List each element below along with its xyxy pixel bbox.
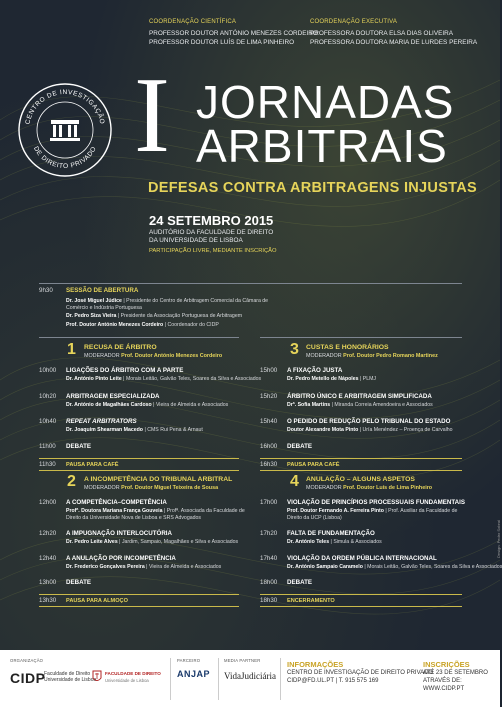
divider xyxy=(260,594,462,595)
opening-speaker-3: Prof. Doutor António Menezes Cordeiro | Coordenador do CIDP xyxy=(66,322,219,328)
registration-deadline: ATÉ 23 DE SETEMBRO xyxy=(423,670,488,676)
divider xyxy=(260,458,462,459)
seal-text-bottom: DE DIREITO PRIVADO xyxy=(32,145,98,171)
divider xyxy=(39,337,239,338)
p1-item-4-time: 11h00 xyxy=(39,443,56,450)
footer-separator xyxy=(218,658,219,700)
university-crest-icon xyxy=(92,670,102,684)
p1-item-1-time: 10h00 xyxy=(39,367,57,374)
registration-heading: INSCRIÇÕES xyxy=(423,660,470,669)
divider xyxy=(39,283,462,284)
panel-2-number: 2 xyxy=(67,473,76,490)
p3-item-3-speaker: Doutor Alexandre Mota Pinto | Uría Menéndez – Proença de Carvalho xyxy=(287,427,453,433)
panel-4-number: 4 xyxy=(290,473,299,490)
p3-item-4-time: 16h00 xyxy=(260,443,278,450)
opening-speaker-1: Dr. José Miguel Júdice | Presidente do Centro de Arbitragem Comercial da Câmara de xyxy=(66,298,269,304)
seal-text-top: CENTRO DE INVESTIGAÇÃO xyxy=(24,89,106,126)
coord-executiva-label: COORDENAÇÃO EXECUTIVA xyxy=(310,19,398,25)
panel-4-title: ANULAÇÃO – ALGUNS ASPETOS xyxy=(306,476,415,483)
p1-item-1-title: LIGAÇÕES DO ÁRBITRO COM A PARTE xyxy=(66,367,184,374)
footer xyxy=(0,650,500,707)
p3-item-1-speaker: Dr. Pedro Metello de Nápoles | PLMJ xyxy=(287,376,377,382)
coord-executiva-name-1: PROFESSORA DOUTORA ELSA DIAS OLIVEIRA xyxy=(310,30,454,37)
cidp-seal-logo xyxy=(17,82,113,178)
coord-cientifica-name-1: PROFESSOR DOUTOR ANTÓNIO MENEZES CORDEIRO xyxy=(149,30,318,37)
title-line-1: JORNADAS xyxy=(196,76,455,128)
edition-numeral: I xyxy=(134,56,170,175)
fdul-logo xyxy=(92,670,102,689)
p3-item-4-title: DEBATE xyxy=(287,443,312,450)
p2-item-4-title: DEBATE xyxy=(66,579,91,586)
info-heading: INFORMAÇÕES xyxy=(287,660,344,669)
coord-cientifica-name-2: PROFESSOR DOUTOR LUÍS DE LIMA PINHEIRO xyxy=(149,39,295,46)
p4-item-2-time: 17h20 xyxy=(260,530,278,537)
divider xyxy=(260,606,462,607)
venue-line-1: AUDITÓRIO DA FACULDADE DE DIREITO xyxy=(149,229,274,236)
p3-item-3-time: 15h40 xyxy=(260,418,278,425)
p2-item-1-speaker: Profª. Doutora Mariana França Gouveia | Profª. Associada da Faculdade de Direito da Universidade Nova de Lisboa e SRS Advogados xyxy=(66,508,245,521)
p4-item-2-title: FALTA DE FUNDAMENTAÇÃO xyxy=(287,530,375,537)
p1-item-2-time: 10h20 xyxy=(39,393,57,400)
p4-item-4-time: 18h00 xyxy=(260,579,278,586)
p3-item-1-time: 15h00 xyxy=(260,367,278,374)
panel-1-number: 1 xyxy=(67,341,76,358)
divider xyxy=(260,470,462,471)
p1-item-2-title: ARBITRAGEM ESPECIALIZADA xyxy=(66,393,160,400)
p2-item-3-time: 12h40 xyxy=(39,555,57,562)
p4-item-5-title: ENCERRAMENTO xyxy=(287,598,335,604)
design-credit: Design: Pedro Sobral xyxy=(496,520,501,559)
p1-item-3-time: 10h40 xyxy=(39,418,57,425)
opening-title: SESSÃO DE ABERTURA xyxy=(66,287,139,294)
footer-separator xyxy=(280,658,281,700)
p2-item-1-title: A COMPETÊNCIA–COMPETÊNCIA xyxy=(66,499,167,506)
partner-label: PARCEIRO xyxy=(177,658,201,663)
p4-item-4-title: DEBATE xyxy=(287,579,312,586)
info-contact[interactable]: CIDP@FD.UL.PT | T. 915 575 169 xyxy=(287,678,379,684)
coord-executiva-name-2: PROFESSORA DOUTORA MARIA DE LURDES PEREIRA xyxy=(310,39,478,46)
p3-item-1-title: A FIXAÇÃO JUSTA xyxy=(287,367,343,374)
p4-item-3-time: 17h40 xyxy=(260,555,278,562)
p1-item-4-title: DEBATE xyxy=(66,443,91,450)
cidp-logo: CIDP xyxy=(10,670,46,686)
info-line-1: CENTRO DE INVESTIGAÇÃO DE DIREITO PRIVADO xyxy=(287,670,434,676)
p2-item-4-time: 13h00 xyxy=(39,579,57,586)
organization-label: ORGANIZAÇÃO xyxy=(10,658,44,663)
event-date: 24 SETEMBRO 2015 xyxy=(149,213,274,228)
divider xyxy=(39,458,239,459)
p4-item-1-title: VIOLAÇÃO DE PRINCÍPIOS PROCESSUAIS FUNDAMENTAIS xyxy=(287,499,465,506)
p1-item-1-speaker: Dr. António Pinto Leite | Morais Leitão, Galvão Teles, Soares da Silva e Associados xyxy=(66,376,262,382)
p3-item-2-speaker: Drª. Sofia Martins | Miranda Correia Amendoeira e Associados xyxy=(287,402,433,408)
p4-item-5-time: 18h30 xyxy=(260,597,278,604)
partner-logo: ANJAP xyxy=(177,669,211,679)
media-partner-logo: VidaJudiciária xyxy=(224,671,276,681)
cidp-subtitle: Faculdade de Direito Universidade de Lisboa xyxy=(44,671,97,684)
divider xyxy=(39,606,239,607)
participation-note: PARTICIPAÇÃO LIVRE, MEDIANTE INSCRIÇÃO xyxy=(149,248,277,254)
p3-item-5-title: PAUSA PARA CAFÉ xyxy=(287,462,340,468)
p2-item-5-title: PAUSA PARA ALMOÇO xyxy=(66,598,128,604)
p1-item-5-time: 11h30 xyxy=(39,461,56,468)
coord-cientifica-label: COORDENAÇÃO CIENTÍFICA xyxy=(149,19,237,25)
p1-item-2-speaker: Dr. António de Magalhães Cardoso | Vieira de Almeida e Associados xyxy=(66,402,229,408)
p2-item-3-title: A ANULAÇÃO POR INCOMPETÊNCIA xyxy=(66,555,176,562)
p3-item-5-time: 16h30 xyxy=(260,461,278,468)
p2-item-2-title: A IMPUGNAÇÃO INTERLOCUTÓRIA xyxy=(66,530,172,537)
p4-item-1-speaker: Prof. Doutor Fernando A. Ferreira Pinto | Prof. Auxiliar da Faculdade de Direito da UCP (Lisboa) xyxy=(287,508,458,521)
p4-item-1-time: 17h00 xyxy=(260,499,278,506)
p2-item-3-speaker: Dr. Frederico Gonçalves Pereira | Vieira de Almeida e Associados xyxy=(66,564,222,570)
subtitle: DEFESAS CONTRA ARBITRAGENS INJUSTAS xyxy=(148,180,477,196)
venue-line-2: DA UNIVERSIDADE DE LISBOA xyxy=(149,237,243,245)
event-venue xyxy=(149,229,299,246)
panel-3-title: CUSTAS E HONORÁRIOS xyxy=(306,344,389,351)
p4-item-3-title: VIOLAÇÃO DA ORDEM PÚBLICA INTERNACIONAL xyxy=(287,555,437,562)
p2-item-5-time: 13h30 xyxy=(39,597,57,604)
p1-item-5-title: PAUSA PARA CAFÉ xyxy=(66,462,119,468)
p2-item-2-time: 12h20 xyxy=(39,530,57,537)
panel-4-moderator: MODERADOR Prof. Doutor Luís de Lima Pinheiro xyxy=(306,485,433,491)
p3-item-3-title: O PEDIDO DE REDUÇÃO PELO TRIBUNAL DO ESTADO xyxy=(287,418,451,425)
divider xyxy=(39,470,239,471)
opening-speaker-1-cont: Comércio e Indústria Portuguesa xyxy=(66,305,142,311)
divider xyxy=(39,594,239,595)
p2-item-1-time: 12h00 xyxy=(39,499,57,506)
p1-item-3-speaker: Dr. Joaquim Shearman Macedo | CMS Rui Pena & Arnaut xyxy=(66,427,203,433)
p3-item-2-title: ÁRBITRO ÚNICO E ARBITRAGEM SIMPLIFICADA xyxy=(287,393,432,400)
p4-item-3-speaker: Dr. António Sampaio Caramelo | Morais Leitão, Galvão Teles, Soares da Silva e Associados xyxy=(287,564,502,570)
p1-item-3-title: REPEAT ARBITRATORS xyxy=(66,418,137,425)
panel-3-moderator: MODERADOR Prof. Doutor Pedro Romano Martinez xyxy=(306,353,438,359)
registration-link[interactable]: ATRAVÉS DE: WWW.CIDP.PT xyxy=(423,678,465,692)
title-line-2: ARBITRAIS xyxy=(196,120,448,172)
media-partner-label: MEDIA PARTNER xyxy=(224,658,261,663)
footer-separator xyxy=(170,658,171,700)
p3-item-2-time: 15h20 xyxy=(260,393,278,400)
opening-time: 9h30 xyxy=(39,287,53,294)
panel-2-title: A INCOMPETÊNCIA DO TRIBUNAL ARBITRAL xyxy=(84,476,233,483)
panel-1-title: RECUSA DE ÁRBITRO xyxy=(84,344,157,351)
panel-1-moderator: MODERADOR Prof. Doutor António Menezes Cordeiro xyxy=(84,353,223,359)
fdul-subtitle: Universidade de Lisboa xyxy=(105,678,149,683)
p2-item-2-speaker: Dr. Pedro Leite Alves | Jardim, Sampaio, Magalhães e Silva e Associados xyxy=(66,539,239,545)
panel-3-number: 3 xyxy=(290,341,299,358)
panel-2-moderator: MODERADOR Prof. Doutor Miguel Teixeira de Sousa xyxy=(84,485,219,491)
p4-item-2-speaker: Dr. António Teles | Simula & Associados xyxy=(287,539,382,545)
opening-speaker-2: Dr. Pedro Siza Vieira | Presidente da Associação Portuguesa de Arbitragem xyxy=(66,313,243,319)
fdul-name: FACULDADE DE DIREITO xyxy=(105,671,161,676)
divider xyxy=(260,337,462,338)
